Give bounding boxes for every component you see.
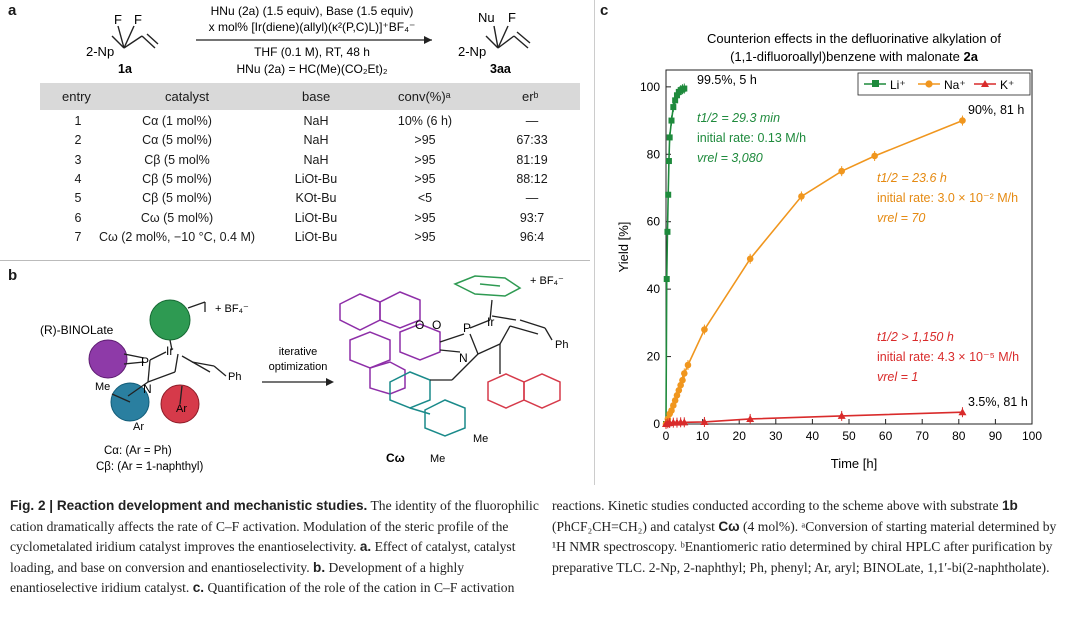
product-np: 2-Np [458,44,487,59]
k-vrel: vrel = 1 [877,370,919,384]
me-right-2: Me [430,453,446,465]
y-tick-label: 40 [646,282,660,297]
li-end-label: 99.5%, 5 h [697,73,757,87]
cell-er: 93:7 [519,210,545,225]
p-atom-right: P [463,321,472,335]
ph-left: Ph [228,371,242,383]
table-header [40,83,580,110]
o-atom-1: O [415,318,425,332]
k-end-label: 3.5%, 81 h [968,395,1028,409]
caption-left-text: The identity of the fluorophilic cation dramatically affects the rate of C–F activation. Modulation of the steric profile of the cyclometalated iridium catalyst improves the enantioselectivity. [10,498,539,554]
caption-right-text-2: (PhCF₂CH=CH₂) and catalyst [552,518,715,534]
table-row [40,191,580,210]
caption-1b: 1b [1001,498,1018,513]
binolate-label: (R)-BINOLate [40,323,114,337]
header-catalyst: catalyst [165,89,210,104]
reaction-scheme [0,0,590,85]
catalyst-c-alpha [89,300,249,433]
cell-er: 81:19 [516,152,548,167]
ar-left-1: Ar [133,421,144,433]
header-conv: conv(%)ᵃ [398,89,451,104]
table-row [40,114,580,133]
cell-catalyst: Cα (5 mol%) [142,133,212,148]
data-point [667,134,673,140]
cell-base: NaH [303,114,329,128]
x-tick-label: 60 [878,429,893,443]
y-tick-label: 20 [646,349,660,364]
legend-k: K⁺ [1000,78,1015,92]
data-point [685,362,692,369]
reactant-label: 1a [118,62,132,76]
cell-catalyst: Cα (1 mol%) [142,114,212,128]
c-beta-note: Cβ: (Ar = 1-naphthyl) [96,461,204,473]
x-tick-label: 80 [952,429,966,443]
y-tick-label: 100 [639,79,660,94]
cell-catalyst: Cω (5 mol%) [140,210,214,225]
y-tick-label: 0 [653,417,660,431]
cell-base: NaH [303,133,329,148]
panel-b-letter: b [8,267,18,284]
cell-er: — [525,114,539,128]
data-point [666,158,672,164]
chart-title-1: Counterion effects in the defluorinative alkylation of [707,31,1001,46]
na-end-label: 90%, 81 h [968,103,1025,117]
na-rate: initial rate: 3.0 × 10⁻² M/h [877,191,1019,205]
product-label: 3aa [490,62,511,76]
y-axis-label: Yield [%] [616,221,631,273]
charge-right: + BF₄⁻ [530,275,564,287]
cell-catalyst: Cβ (5 mol% [144,152,210,167]
reactant-f1: F [114,12,122,27]
me-right-1: Me [473,433,489,445]
cell-base: NaH [303,152,329,167]
n-atom-right: N [459,351,468,365]
li-annotation [697,111,806,165]
cell-conv: >95 [414,229,436,244]
li-t-half: t1/2 = 29.3 min [697,111,781,125]
p-atom-left: P [141,355,150,369]
cell-entry: 2 [74,133,82,148]
data-point [681,370,688,377]
caption-right-text-3: (4 mol%). ᵃConversion of starting material determined by ¹H NMR spectroscopy. ᵇEnantiomeric ratio determined by chiral HPLC after purification by preparative TLC. 2-Np, 2-naphthyl; Ph, phenyl; Ar, aryl; BINOLate, 1,1′-bi(2-naphtholate). [552,518,1057,575]
x-tick-label: 100 [1021,429,1043,443]
k-rate: initial rate: 4.3 × 10⁻⁵ M/h [877,350,1020,364]
ar-left-2: Ar [176,403,187,415]
data-point [664,276,670,282]
cell-conv: >95 [414,210,436,225]
ir-atom-left: Ir [166,344,174,358]
cell-entry: 3 [74,152,82,167]
li-rate: initial rate: 0.13 M/h [697,131,807,145]
n-atom-left: N [143,382,152,396]
condition-line-4: HNu (2a) = HC(Me)(CO₂Et)₂ [236,62,388,76]
cell-entry: 4 [74,171,82,186]
chart-legend [858,73,1030,95]
cell-conv: <5 [417,191,433,206]
caption-b-text: Development of a highly enantioselective iridium catalyst. [10,559,465,595]
legend-na-marker [925,80,932,87]
data-point [838,168,845,175]
data-point [664,229,670,235]
reactant-np: 2-Np [86,44,115,59]
x-tick-label: 20 [732,429,746,443]
data-point [747,255,754,262]
table-row [40,230,580,249]
divider-ab [0,260,590,261]
x-tick-label: 90 [988,429,1003,443]
product-f: F [508,10,516,25]
li-vrel: vrel = 3,080 [697,151,763,165]
header-er: erᵇ [522,89,539,104]
caption-cw: Cω [718,518,740,534]
cell-er: 88:12 [516,171,548,186]
cell-conv: 10% (6 h) [397,114,453,128]
legend-li-marker [872,80,879,87]
cell-base: LiOt-Bu [294,229,338,244]
c-omega-label: Cω [386,451,405,465]
caption-left [10,496,540,599]
cell-base: LiOt-Bu [294,210,338,225]
chart-title-2: (1,1-difluoroallyl)benzene with malonate 2a [730,49,978,64]
x-tick-label: 70 [915,429,929,443]
caption-c-text: Quantification of the role of the cation in C–F activation [207,580,515,595]
na-annotation [877,171,1018,225]
fig-label: Fig. 2 | Reaction development and mechanistic studies. [10,498,368,513]
catalyst-c-omega [340,276,560,436]
caption-right [552,496,1072,578]
y-tick-label: 80 [646,147,660,162]
na-vrel: vrel = 70 [877,211,926,225]
cell-entry: 1 [74,114,82,128]
na-t-half: t1/2 = 23.6 h [877,171,947,185]
cell-conv: >95 [414,133,436,148]
ir-atom-right: Ir [487,315,495,329]
panel-c-letter: c [600,2,609,19]
reactant-structure [112,26,158,48]
product-structure [486,26,530,48]
charge-left: + BF₄⁻ [215,303,249,315]
caption-a-text: Effect of catalyst, catalyst loading, and base on conversion and enantioselectivity. [10,539,516,575]
header-base: base [302,89,331,104]
ph-right: Ph [555,339,569,351]
product-nu: Nu [478,10,495,25]
caption-c-label: c. [192,580,205,595]
table-row [40,172,580,191]
cell-er: — [525,191,539,206]
x-tick-label: 40 [805,429,820,443]
cell-conv: >95 [414,171,436,186]
arrow-label-1: iterative [278,346,318,358]
data-point [798,193,805,200]
cell-catalyst: Cβ (5 mol%) [142,171,212,186]
cell-catalyst: Cω (2 mol%, −10 °C, 0.4 M) [98,229,256,244]
cell-er: 96:4 [519,229,545,244]
me-left: Me [95,381,111,393]
divider-bc [594,0,595,485]
caption-a-label: a. [359,539,372,554]
x-tick-label: 50 [842,429,856,443]
y-tick-label: 60 [646,214,660,229]
reactant-f2: F [134,12,142,27]
catalyst-structures [0,262,590,487]
cell-entry: 5 [74,191,82,206]
panel-a-letter: a [8,2,17,19]
caption-b-label: b. [313,559,326,575]
cell-entry: 7 [74,229,82,244]
condition-line-1: HNu (2a) (1.5 equiv), Base (1.5 equiv) [210,4,414,18]
cell-catalyst: Cβ (5 mol%) [142,191,212,206]
cell-conv: >95 [414,152,436,167]
condition-line-3: THF (0.1 M), RT, 48 h [254,45,370,59]
kinetics-chart [596,0,1076,485]
table-row [40,133,580,152]
k-t-half: t1/2 > 1,150 h [877,330,954,344]
data-point [871,153,878,160]
cell-entry: 6 [74,210,82,225]
data-point [665,192,671,198]
legend-li: Li⁺ [890,78,906,92]
o-atom-2: O [432,318,442,332]
header-entry: entry [62,89,91,104]
cell-base: LiOt-Bu [294,171,338,186]
table-row [40,211,580,230]
cell-er: 67:33 [516,133,548,148]
data-point [668,118,674,124]
c-alpha-note: Cα: (Ar = Ph) [104,445,172,457]
cell-base: KOt-Bu [295,191,337,206]
data-point [681,86,687,92]
data-point [959,117,966,124]
x-tick-label: 10 [695,429,710,443]
legend-na: Na⁺ [944,78,966,92]
x-axis-label: Time [h] [830,456,878,471]
data-point [701,326,708,333]
condition-line-2: x mol% [Ir(diene)(allyl)(κ²(P,C)L)]⁺BF₄⁻ [208,20,416,34]
series-line [666,412,962,424]
k-annotation [877,330,1019,384]
arrow-label-2: optimization [268,361,328,373]
x-tick-label: 30 [769,429,783,443]
table-row [40,153,580,172]
x-tick-label: 0 [662,429,670,443]
caption-right-text-1: reactions. Kinetic studies conducted according to the scheme above with substrate [552,498,999,513]
